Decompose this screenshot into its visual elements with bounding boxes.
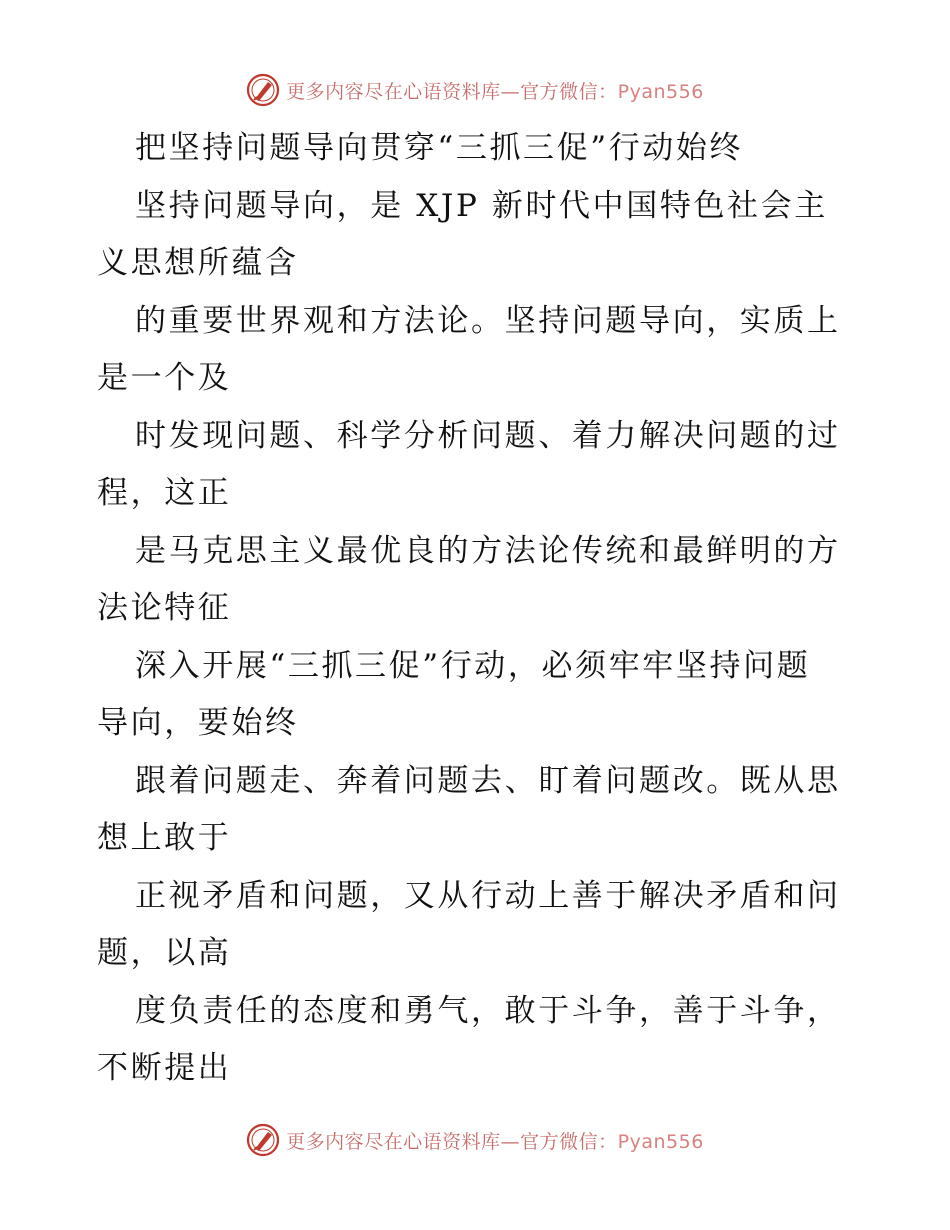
paragraph-line: 坚持问题导向，是 XJP 新时代中国特色社会主: [135, 187, 828, 224]
header-banner-label: 更多内容尽在心语资料库—官方微信：: [286, 80, 618, 103]
paragraph-line: 的重要世界观和方法论。坚持问题导向，实质上: [135, 302, 841, 339]
paragraph-line: 程，这正: [97, 475, 232, 511]
paragraph-line: 不断提出: [97, 1050, 232, 1086]
paragraph-line: 是一个及: [97, 360, 232, 396]
quill-logo-icon: [246, 1123, 280, 1157]
header-wechat-id: Pyan556: [617, 80, 704, 103]
footer-banner-content: [246, 1123, 704, 1157]
footer-wechat-id: Pyan556: [617, 1130, 704, 1153]
footer-banner-label: 更多内容尽在心语资料库—官方微信：: [286, 1130, 618, 1153]
paragraph-line: 法论特征: [97, 590, 232, 626]
document-body: [97, 120, 857, 1098]
paragraph-line: 正视矛盾和问题，又从行动上善于解决矛盾和问: [135, 877, 841, 914]
paragraph-line: 跟着问题走、奔着问题去、盯着问题改。既从思: [135, 762, 841, 799]
footer-banner: [0, 1120, 950, 1160]
paragraph-line: 深入开展“三抓三促”行动，必须牢牢坚持问题: [135, 647, 811, 684]
paragraph-line: 导向，要始终: [97, 705, 299, 741]
header-banner-text: [286, 77, 704, 104]
paragraph-line: 是马克思主义最优良的方法论传统和最鲜明的方: [135, 532, 841, 569]
paragraph-line: 度负责任的态度和勇气，敢于斗争，善于斗争，: [135, 992, 841, 1029]
header-banner: [0, 70, 950, 110]
footer-banner-text: [286, 1127, 704, 1154]
paragraph-line: 义思想所蕴含: [97, 245, 299, 281]
quill-logo-icon: [246, 73, 280, 107]
paragraph-line: 题，以高: [97, 935, 232, 971]
document-title-line: 把坚持问题导向贯穿“三抓三促”行动始终: [135, 130, 744, 166]
paragraph-line: 时发现问题、科学分析问题、着力解决问题的过: [135, 417, 841, 454]
header-banner-content: [246, 73, 704, 107]
paragraph-line: 想上敢于: [97, 820, 232, 856]
